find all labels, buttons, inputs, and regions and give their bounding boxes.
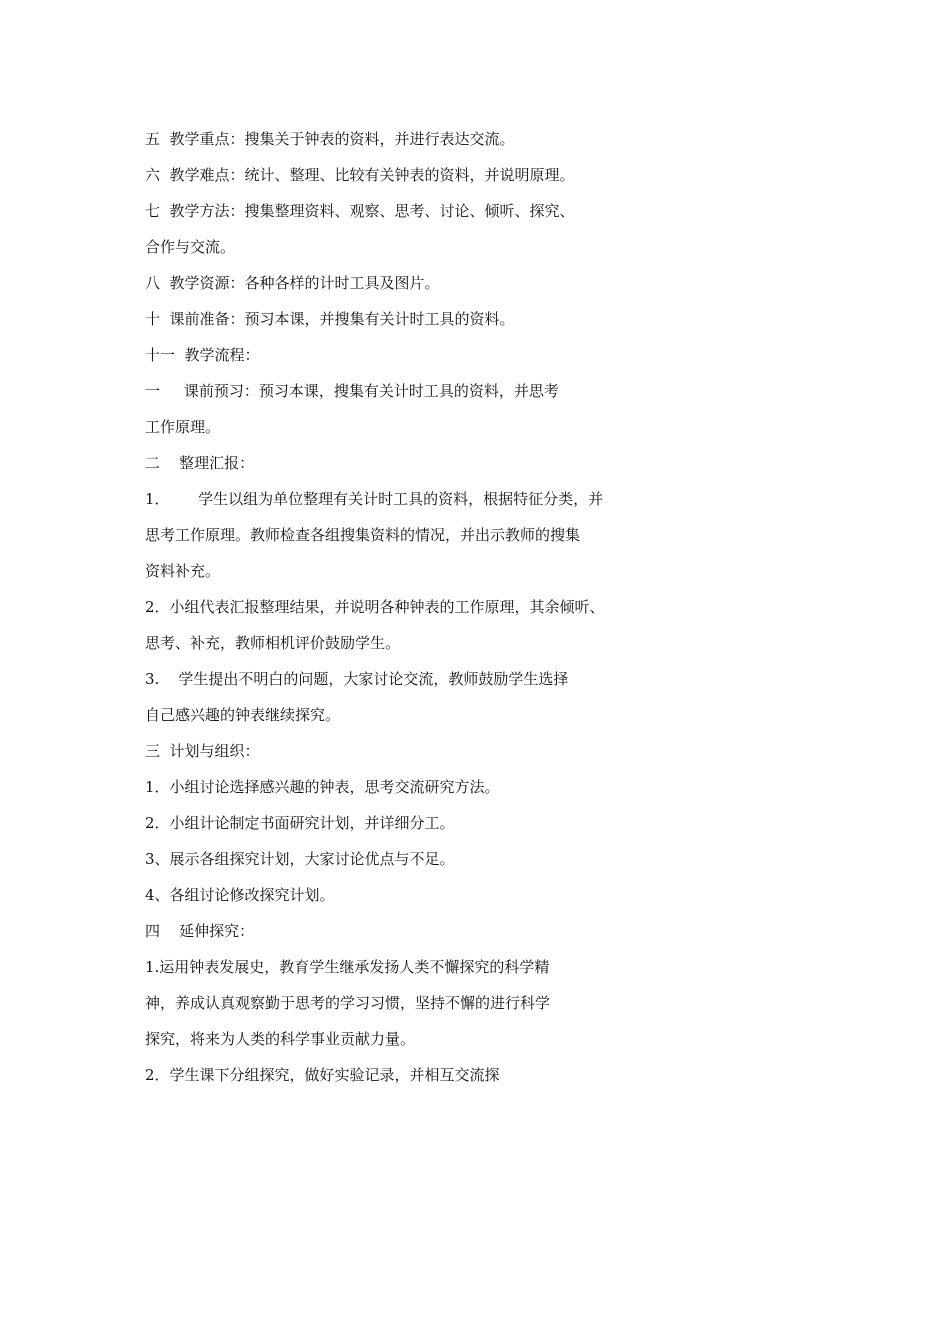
text-line-step3-item2: 2．小组计论制定书面研究计划，并详细分工。 (145, 814, 455, 832)
text-line-difficulty: 六 教学难点：统计、整理、比较有关钟表的资料，并说明原理。 (145, 166, 575, 184)
text-line-step2-item2-cont: 思考、补充，教师相机评价鼓励学生。 (145, 634, 401, 652)
text-line-step2-item1-cont: 思考工作原理。教师检查各组搜集资料的情况，并出示教师的搜集 (145, 526, 581, 544)
text-line-step4-item1-cont2: 探究，将来为人类的科学事业贡献力量。 (145, 1030, 416, 1048)
text-line-step2-item2: 2．小组代表汇报整理结果，并说明各种钟表的工作原理，其余倾听、 (145, 598, 605, 616)
text-line-step2-item1: 1． 学生以组为单位整理有关计时工具的资料，根据特征分类，并 (145, 490, 604, 508)
text-line-step4-heading: 四 延伸探究： (145, 922, 255, 940)
text-line-resources: 八 教学资源：各种各样的计时工具及图片。 (145, 274, 440, 292)
text-line-preparation: 十 课前准备：预习本课，并搜集有关计时工具的资料。 (145, 310, 515, 328)
text-line-step2-item3: 3. 学生提出不明白的问题，大家讨论交流，教师鼓励学生选择 (145, 670, 569, 688)
text-line-focus: 五 教学重点：搜集关于钟表的资料，并进行表达交流。 (145, 130, 515, 148)
text-line-step1-cont: 工作原理。 (145, 418, 221, 436)
text-line-step3-item1: 1．小组讨论选择感兴趣的钟表，思考交流研究方法。 (145, 778, 500, 796)
text-line-step4-item1-cont: 神，养成认真观察勤于思考的学习习惯，坚持不懈的进行科学 (145, 994, 551, 1012)
text-line-step3-item4: 4、各组讨论修改探究计划。 (145, 886, 335, 904)
text-line-methods: 七 教学方法：搜集整理资料、观察、思考、讨论、倾听、探究、 (145, 202, 575, 220)
text-line-methods-cont: 合作与交流。 (145, 238, 236, 256)
text-line-step2-heading: 二 整理汇报： (145, 454, 255, 472)
text-line-step4-item2: 2．学生课下分组探究，做好实验记录，并相互交流探 (145, 1066, 500, 1084)
text-line-step3-item3: 3、展示各组探究计划，大家讨论优点与不足。 (145, 850, 455, 868)
text-line-step2-item3-cont: 自己感兴趣的钟表继续探究。 (145, 706, 341, 724)
text-line-step2-item1-cont2: 资料补充。 (145, 562, 221, 580)
text-line-step1: 一 课前预习：预习本课，搜集有关计时工具的资料，并思考 (145, 382, 559, 400)
text-line-process-heading: 十一 教学流程： (145, 346, 260, 364)
text-line-step4-item1: 1.运用钟表发展史，教育学生继承发扬人类不懈探究的科学精 (145, 958, 550, 976)
document-body (145, 121, 805, 1093)
text-line-step3-heading: 三 计划与组织： (145, 742, 260, 760)
